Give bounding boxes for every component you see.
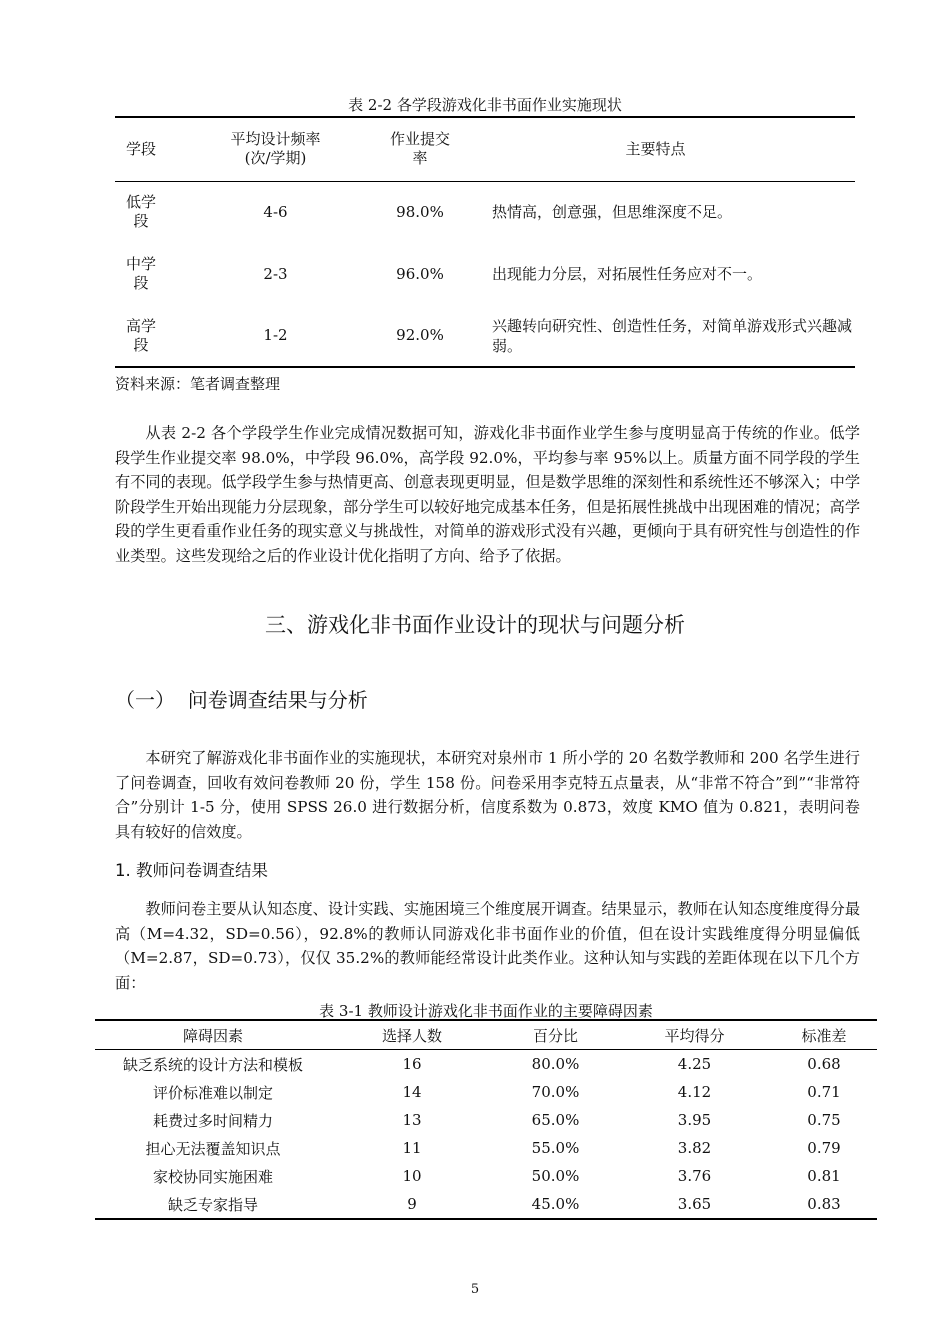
table-3-1-caption: 表 3-1 教师设计游戏化非书面作业的主要障碍因素 [319,1002,653,1020]
cell-percent: 50.0% [531,1167,580,1185]
cell-sd: 0.83 [807,1195,841,1213]
cell-sd: 0.75 [807,1111,841,1129]
cell-features: 出现能力分层，对拓展性任务应对不一。 [492,265,763,283]
cell-submission: 96.0% [396,264,444,283]
body-paragraph: 本研究了解游戏化非书面作业的实施现状，本研究对泉州市 1 所小学的 20 名数学教师和 200 名学生进行了问卷调查，回收有效问卷教师 20 份，学生 158 份。问卷采用李克特五点量表，从“非常不符合”到”“非常符合”分别计 1-5 分，使用 SPSS 26.0 进行数据分析，信度系数为 0.873，效度 KMO 值为 0.821，表明问卷具有较好的信效度。 [115,749,860,841]
cell-percent: 80.0% [531,1055,580,1073]
cell-count: 14 [402,1083,422,1101]
cell-factor: 缺乏专家指导 [167,1195,258,1214]
table-row [95,1050,877,1079]
subsection-heading: （一） 问卷调查结果与分析 [115,688,368,712]
table-2-2-caption: 表 2-2 各学段游戏化非书面作业实施现状 [348,96,622,114]
cell-frequency: 1-2 [263,326,288,344]
table-row [115,305,855,367]
table-row [95,1078,877,1106]
cell-mean: 3.65 [677,1195,712,1213]
table-row [95,1134,877,1162]
cell-mean: 3.95 [677,1111,712,1129]
cell-mean: 4.25 [677,1055,712,1073]
cell-sd: 0.68 [807,1055,841,1073]
page-number: 5 [470,1282,480,1297]
table-header-row [95,1020,877,1050]
header-sd: 标准差 [801,1026,847,1045]
cell-frequency: 2-3 [263,264,288,283]
cell-percent: 45.0% [531,1195,580,1213]
cell-count: 13 [402,1111,422,1129]
header-submission: 作业提交率 [389,130,450,168]
body-paragraph: 教师问卷主要从认知态度、设计实践、实施困境三个维度展开调查。结果显示，教师在认知态度维度得分最高（M=4.32，SD=0.56），92.8%的教师认同游戏化非书面作业的价值，但在设计实践维度得分明显偏低（M=2.87，SD=0.73），仅仅 35.2%的教师能经常设计此类作业。这种认知与实践的差距体现在以下几个方面： [115,900,860,992]
table-row [95,1106,877,1134]
cell-stage: 中学段 [125,255,156,292]
cell-features: 兴趣转向研究性、创造性任务，对简单游戏形式兴趣减弱。 [492,316,853,355]
cell-submission: 92.0% [396,326,444,344]
cell-factor: 评价标准难以制定 [152,1083,273,1102]
header-count: 选择人数 [381,1026,442,1045]
table-header-row [115,117,855,181]
cell-submission: 98.0% [396,202,444,221]
header-stage: 学段 [125,139,156,158]
table-row [115,243,855,305]
cell-percent: 70.0% [531,1083,580,1101]
header-frequency: 平均设计频率(次/学期) [230,130,321,168]
table-source-note: 资料来源：笔者调查整理 [115,375,281,393]
section-heading: 三、游戏化非书面作业设计的现状与问题分析 [265,613,685,637]
cell-mean: 3.76 [677,1167,712,1185]
table-row [95,1190,877,1219]
header-features: 主要特点 [625,140,686,159]
cell-sd: 0.81 [807,1167,841,1185]
header-mean: 平均得分 [664,1026,725,1045]
cell-factor: 担心无法覆盖知识点 [145,1139,281,1158]
cell-stage: 低学段 [125,193,156,231]
table-row [95,1162,877,1190]
cell-mean: 3.82 [677,1139,712,1157]
cell-factor: 家校协同实施困难 [152,1167,273,1186]
cell-count: 11 [402,1139,422,1157]
cell-sd: 0.79 [807,1139,841,1157]
cell-sd: 0.71 [807,1083,841,1101]
cell-percent: 65.0% [531,1111,580,1129]
table-3-1 [95,1019,877,1220]
cell-factor: 缺乏系统的设计方法和模板 [122,1055,303,1074]
header-percent: 百分比 [532,1026,578,1045]
cell-stage: 高学段 [125,316,156,354]
header-factor: 障碍因素 [182,1026,243,1045]
sub-subsection-heading: 1. 教师问卷调查结果 [115,861,268,880]
cell-count: 16 [402,1055,422,1073]
cell-count: 10 [402,1167,422,1185]
table-2-2 [115,116,855,368]
cell-factor: 耗费过多时间精力 [152,1111,273,1130]
cell-count: 9 [407,1195,417,1213]
cell-features: 热情高，创意强，但思维深度不足。 [492,203,733,222]
cell-mean: 4.12 [677,1083,712,1101]
cell-percent: 55.0% [531,1139,580,1157]
cell-frequency: 4-6 [263,202,288,221]
body-paragraph: 从表 2-2 各个学段学生作业完成情况数据可知，游戏化非书面作业学生参与度明显高于传统的作业。低学段学生作业提交率 98.0%，中学段 96.0%，高学段 92.0%，平均参与率 95%以上。质量方面不同学段的学生有不同的表现。低学段学生参与热情更高、创意表现更明显，但是数学思维的深刻性和系统性还不够深入；中学阶段学生开始出现能力分层现象，部分学生可以较好地完成基本任务，但是拓展性挑战中出现困难的情况；高学段的学生更看重作业任务的现实意义与挑战性，对简单的游戏形式没有兴趣，更倾向于具有研究性与创造性的作业类型。这些发现给之后的作业设计优化指明了方向、给予了依据。 [115,424,860,565]
table-row [115,181,855,243]
